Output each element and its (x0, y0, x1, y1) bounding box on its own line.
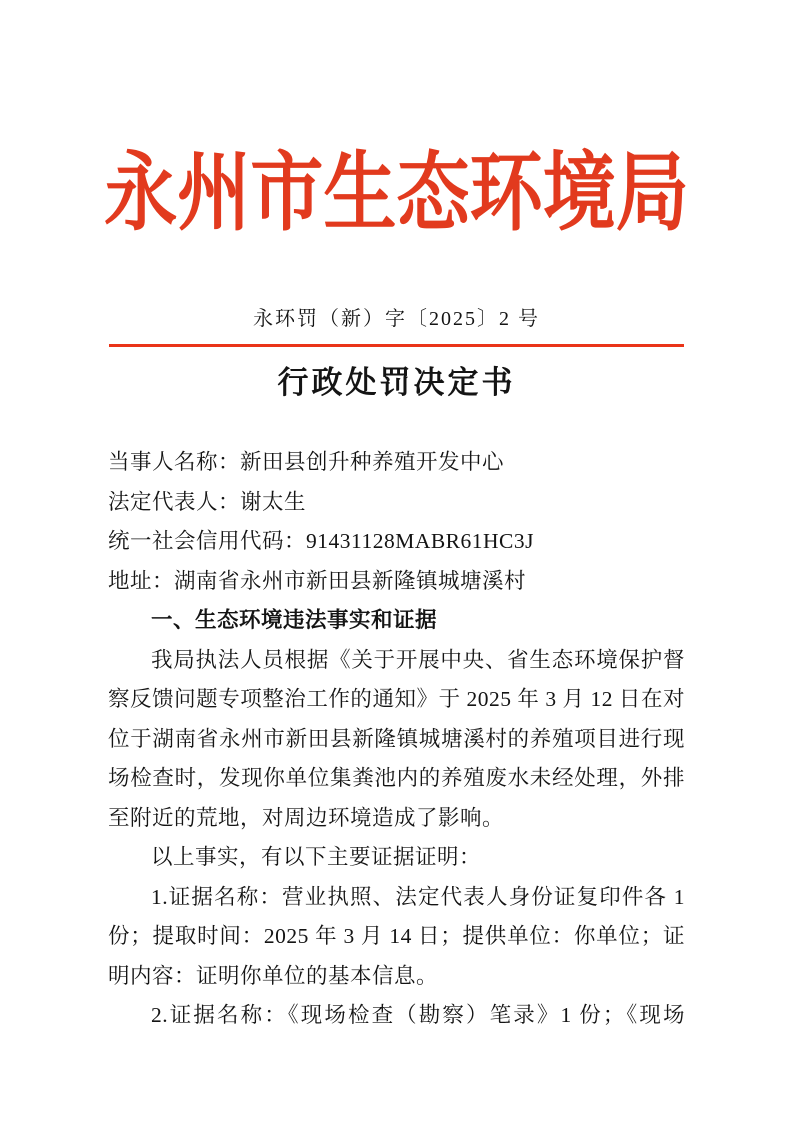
party-name-line: 当事人名称：新田县创升种养殖开发中心 (108, 450, 505, 475)
section-heading-facts-and-evidence: 一、生态环境违法事实和证据 (151, 608, 438, 633)
body-paragraph-evidence-intro: 以上事实，有以下主要证据证明： (151, 845, 482, 870)
body-paragraph-evidence-1: 1.证据名称：营业执照、法定代表人身份证复印件各 1 份；提取时间：2025 年 3 月 14 日；提供单位：你单位；证明内容：证明你单位的基本信息。 (108, 884, 685, 988)
document-number: 永环罚（新）字〔2025〕2 号 (253, 308, 540, 331)
red-divider-rule (109, 344, 684, 347)
agency-name-header: 永州市生态环境局 (104, 145, 689, 241)
address-line: 地址：湖南省永州市新田县新隆镇城塘溪村 (108, 568, 527, 593)
document-title: 行政处罚决定书 (277, 365, 516, 401)
body-paragraph-evidence-2-truncated: 2.证据名称：《现场检查（勘察）笔录》1 份；《现场 (151, 1003, 685, 1028)
credit-code-line: 统一社会信用代码：91431128MABR61HC3J (108, 529, 535, 554)
body-paragraph-facts: 我局执法人员根据《关于开展中央、省生态环境保护督察反馈问题专项整治工作的通知》于 2025 年 3 月 12 日在对位于湖南省永州市新田县新隆镇城塘溪村的养殖项目进行现场检查时，发现你单位集粪池内的养殖废水未经处理，外排至附近的荒地，对周边环境造成了影响。 (108, 647, 685, 830)
document-body (108, 443, 685, 1036)
legal-representative-line: 法定代表人：谢太生 (108, 489, 307, 514)
